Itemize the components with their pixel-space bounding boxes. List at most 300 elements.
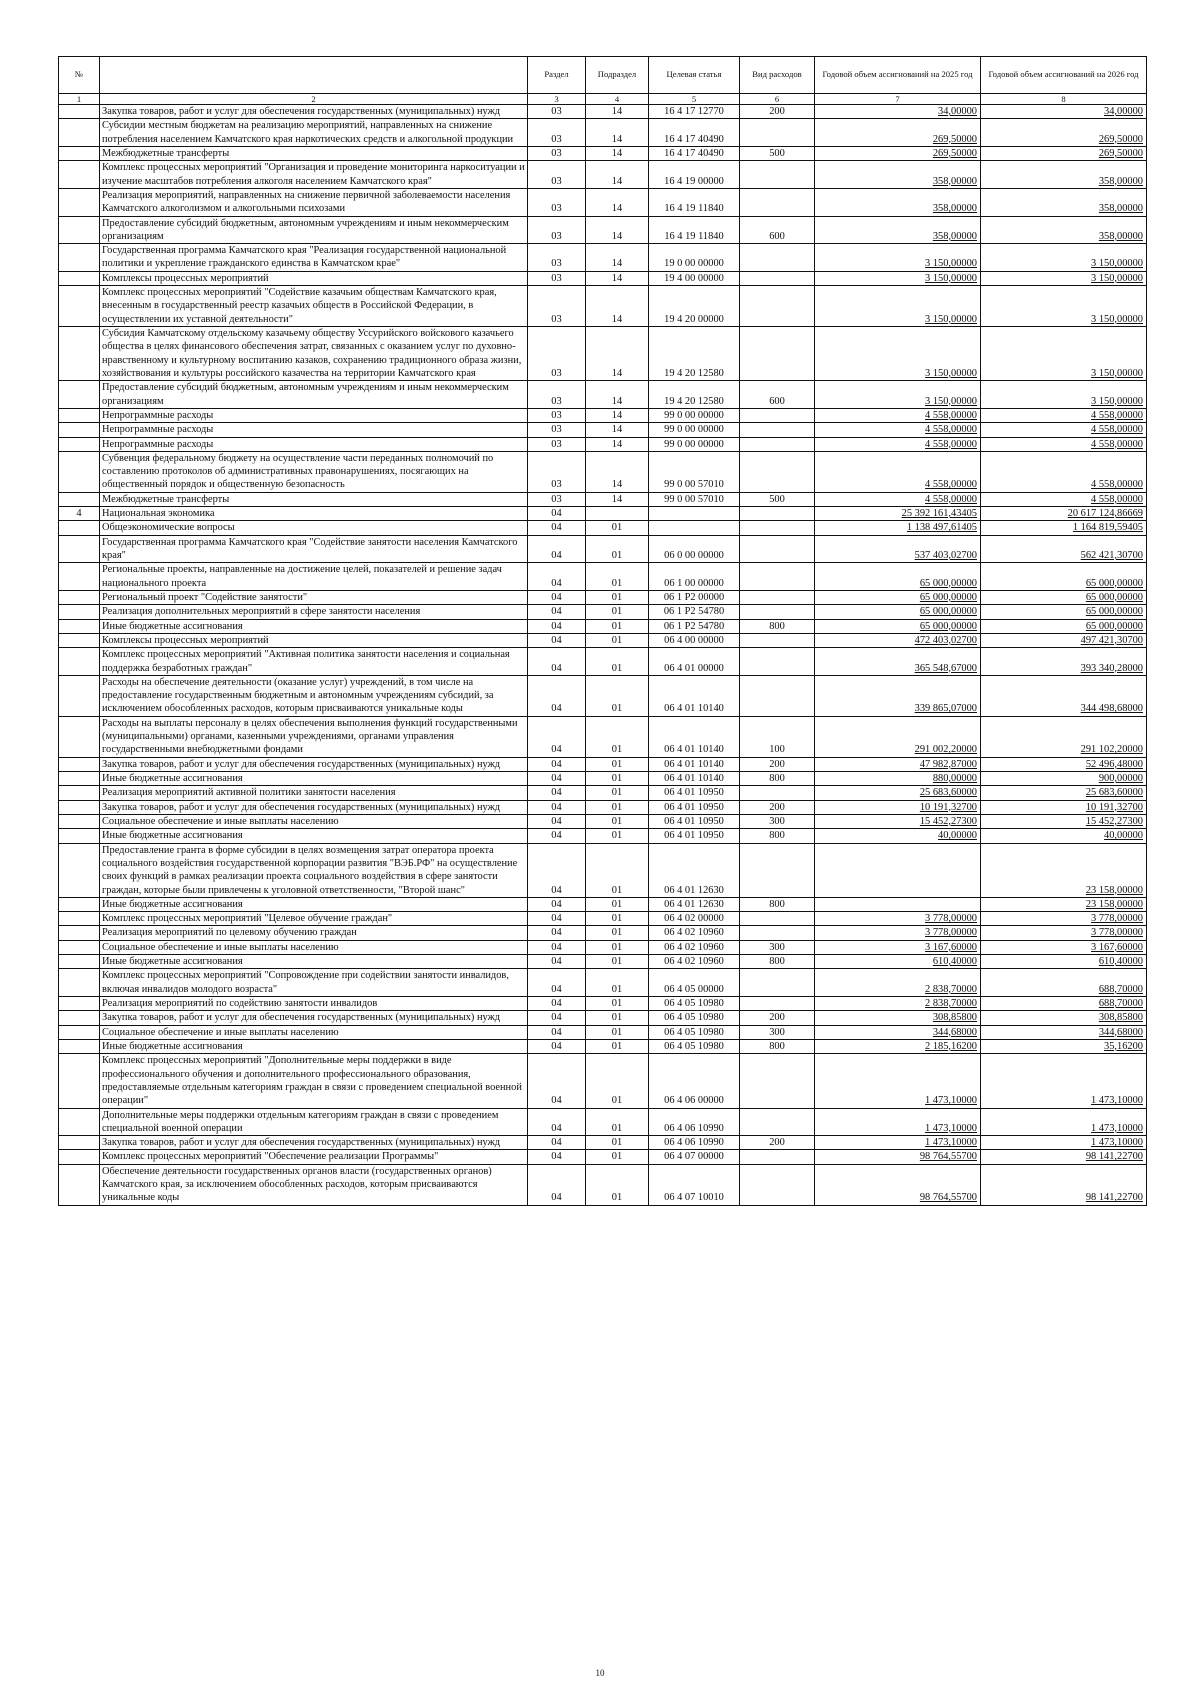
cell-amount-2025: 2 838,70000 <box>815 969 981 997</box>
table-row <box>59 408 1147 422</box>
cell-number <box>59 105 100 119</box>
cell-tselevaya-statya: 06 4 01 12630 <box>649 897 740 911</box>
cell-tselevaya-statya: 06 4 05 10980 <box>649 1011 740 1025</box>
cell-number <box>59 648 100 676</box>
cell-name: Расходы на обеспечение деятельности (оказание услуг) учреждений, в том числе на предоставление государственным бюджетным и автономным учреждениям субсидий, за исключением обособленных расходов, которым присваиваются уникальные коды <box>100 675 528 716</box>
cell-amount-2025: 3 778,00000 <box>815 926 981 940</box>
column-number: 7 <box>815 94 981 105</box>
cell-name: Комплекс процессных мероприятий "Активная политика занятости населения и социальная поддержка безработных граждан" <box>100 648 528 676</box>
cell-amount-2026: 688,70000 <box>981 997 1147 1011</box>
cell-tselevaya-statya: 19 4 20 12580 <box>649 381 740 409</box>
cell-number <box>59 940 100 954</box>
cell-vid-raskhodov <box>740 535 815 563</box>
cell-number <box>59 535 100 563</box>
table-row <box>59 244 1147 272</box>
cell-amount-2026: 20 617 124,86669 <box>981 507 1147 521</box>
cell-amount-2025: 269,50000 <box>815 146 981 160</box>
cell-amount-2025: 358,00000 <box>815 161 981 189</box>
cell-tselevaya-statya: 99 0 00 57010 <box>649 492 740 506</box>
cell-razdel: 04 <box>528 800 586 814</box>
cell-name: Национальная экономика <box>100 507 528 521</box>
cell-name: Комплекс процессных мероприятий "Обеспечение реализации Программы" <box>100 1150 528 1164</box>
cell-name: Социальное обеспечение и иные выплаты населению <box>100 814 528 828</box>
cell-number <box>59 286 100 327</box>
cell-number <box>59 829 100 843</box>
cell-amount-2025: 4 558,00000 <box>815 492 981 506</box>
cell-podrazdel: 01 <box>586 1108 649 1136</box>
cell-number <box>59 492 100 506</box>
cell-amount-2026: 15 452,27300 <box>981 814 1147 828</box>
cell-amount-2026: 358,00000 <box>981 216 1147 244</box>
table-row <box>59 146 1147 160</box>
cell-amount-2025: 537 403,02700 <box>815 535 981 563</box>
table-row <box>59 997 1147 1011</box>
cell-amount-2025: 10 191,32700 <box>815 800 981 814</box>
cell-tselevaya-statya: 19 0 00 00000 <box>649 244 740 272</box>
cell-amount-2026: 358,00000 <box>981 188 1147 216</box>
cell-razdel: 04 <box>528 1039 586 1053</box>
cell-name: Расходы на выплаты персоналу в целях обеспечения выполнения функций государственными (муниципальными) органами, казенными учреждениями, органами управления государственными внебюджетными фондами <box>100 716 528 757</box>
cell-amount-2025: 1 138 497,61405 <box>815 521 981 535</box>
cell-amount-2026: 3 778,00000 <box>981 926 1147 940</box>
cell-amount-2025: 98 764,55700 <box>815 1150 981 1164</box>
table-row <box>59 897 1147 911</box>
cell-tselevaya-statya: 06 4 06 10990 <box>649 1136 740 1150</box>
cell-razdel: 04 <box>528 507 586 521</box>
cell-razdel: 04 <box>528 940 586 954</box>
cell-name: Комплекс процессных мероприятий "Содействие казачьим обществам Камчатского края, внесенным в государственный реестр казачьих обществ в Российской Федерации, в осуществлении их уставной деятельности" <box>100 286 528 327</box>
table-row <box>59 786 1147 800</box>
cell-number <box>59 619 100 633</box>
cell-podrazdel: 14 <box>586 381 649 409</box>
cell-tselevaya-statya: 06 0 00 00000 <box>649 535 740 563</box>
cell-razdel: 04 <box>528 757 586 771</box>
cell-amount-2026: 1 473,10000 <box>981 1136 1147 1150</box>
cell-tselevaya-statya: 06 4 00 00000 <box>649 633 740 647</box>
cell-podrazdel: 01 <box>586 997 649 1011</box>
cell-name: Государственная программа Камчатского края "Содействие занятости населения Камчатского края" <box>100 535 528 563</box>
cell-amount-2025: 65 000,00000 <box>815 605 981 619</box>
cell-amount-2026: 4 558,00000 <box>981 423 1147 437</box>
cell-amount-2026: 1 473,10000 <box>981 1054 1147 1108</box>
cell-number <box>59 1054 100 1108</box>
table-row <box>59 563 1147 591</box>
table-row <box>59 1025 1147 1039</box>
cell-name: Государственная программа Камчатского края "Реализация государственной национальной политики и укрепление гражданского единства в Камчатском крае" <box>100 244 528 272</box>
cell-number <box>59 244 100 272</box>
cell-amount-2026: 497 421,30700 <box>981 633 1147 647</box>
cell-razdel: 04 <box>528 912 586 926</box>
cell-amount-2026: 4 558,00000 <box>981 492 1147 506</box>
cell-razdel: 04 <box>528 1011 586 1025</box>
cell-razdel: 03 <box>528 119 586 147</box>
cell-razdel: 04 <box>528 648 586 676</box>
table-row <box>59 1150 1147 1164</box>
cell-name: Предоставление субсидий бюджетным, автономным учреждениям и иным некоммерческим организациям <box>100 381 528 409</box>
cell-amount-2026: 900,00000 <box>981 772 1147 786</box>
header-amount-2025: Годовой объем ассигнований на 2025 год <box>815 57 981 94</box>
cell-tselevaya-statya: 06 1 00 00000 <box>649 563 740 591</box>
cell-number <box>59 912 100 926</box>
cell-name: Предоставление гранта в форме субсидии в целях возмещения затрат оператора проекта социального воздействия государственной корпорации развития "ВЭБ.РФ" на осуществление своих функций в рамках реализации проекта социального воздействия в сфере занятости граждан, которые были привлечены к уголовной ответственности, "Второй шанс" <box>100 843 528 897</box>
cell-vid-raskhodov: 800 <box>740 955 815 969</box>
cell-vid-raskhodov <box>740 408 815 422</box>
cell-amount-2025: 3 150,00000 <box>815 244 981 272</box>
cell-vid-raskhodov: 800 <box>740 829 815 843</box>
cell-amount-2026: 23 158,00000 <box>981 897 1147 911</box>
cell-number <box>59 451 100 492</box>
cell-vid-raskhodov: 800 <box>740 897 815 911</box>
cell-podrazdel: 14 <box>586 216 649 244</box>
table-row <box>59 648 1147 676</box>
cell-podrazdel: 01 <box>586 800 649 814</box>
cell-amount-2025: 1 473,10000 <box>815 1108 981 1136</box>
table-row <box>59 437 1147 451</box>
cell-amount-2026: 3 150,00000 <box>981 286 1147 327</box>
cell-vid-raskhodov: 200 <box>740 105 815 119</box>
table-row <box>59 814 1147 828</box>
cell-podrazdel: 14 <box>586 119 649 147</box>
cell-name: Закупка товаров, работ и услуг для обеспечения государственных (муниципальных) нужд <box>100 1011 528 1025</box>
cell-tselevaya-statya: 06 1 P2 00000 <box>649 590 740 604</box>
cell-razdel: 04 <box>528 969 586 997</box>
cell-number <box>59 800 100 814</box>
cell-razdel: 04 <box>528 590 586 604</box>
cell-podrazdel: 01 <box>586 1164 649 1205</box>
cell-amount-2025: 3 167,60000 <box>815 940 981 954</box>
table-row <box>59 800 1147 814</box>
cell-vid-raskhodov: 100 <box>740 716 815 757</box>
cell-amount-2025: 65 000,00000 <box>815 590 981 604</box>
cell-tselevaya-statya: 99 0 00 57010 <box>649 451 740 492</box>
cell-vid-raskhodov <box>740 675 815 716</box>
cell-vid-raskhodov <box>740 1108 815 1136</box>
cell-vid-raskhodov: 600 <box>740 216 815 244</box>
cell-tselevaya-statya <box>649 507 740 521</box>
cell-name: Иные бюджетные ассигнования <box>100 955 528 969</box>
cell-number <box>59 381 100 409</box>
cell-number <box>59 327 100 381</box>
cell-tselevaya-statya: 19 4 20 12580 <box>649 327 740 381</box>
cell-amount-2025: 344,68000 <box>815 1025 981 1039</box>
cell-number <box>59 1108 100 1136</box>
table-row <box>59 119 1147 147</box>
cell-podrazdel: 01 <box>586 1011 649 1025</box>
cell-amount-2025: 65 000,00000 <box>815 619 981 633</box>
cell-razdel: 04 <box>528 772 586 786</box>
cell-vid-raskhodov <box>740 521 815 535</box>
cell-vid-raskhodov <box>740 437 815 451</box>
cell-name: Закупка товаров, работ и услуг для обеспечения государственных (муниципальных) нужд <box>100 800 528 814</box>
cell-number <box>59 437 100 451</box>
cell-razdel: 04 <box>528 1054 586 1108</box>
cell-podrazdel: 14 <box>586 188 649 216</box>
cell-amount-2026: 65 000,00000 <box>981 619 1147 633</box>
table-row <box>59 381 1147 409</box>
budget-table <box>58 56 1147 1206</box>
cell-amount-2025: 4 558,00000 <box>815 437 981 451</box>
cell-podrazdel: 14 <box>586 492 649 506</box>
page-number: 10 <box>595 1668 605 1678</box>
cell-number <box>59 1011 100 1025</box>
cell-amount-2026: 25 683,60000 <box>981 786 1147 800</box>
cell-name: Закупка товаров, работ и услуг для обеспечения государственных (муниципальных) нужд <box>100 1136 528 1150</box>
header-name <box>100 57 528 94</box>
cell-amount-2026: 98 141,22700 <box>981 1164 1147 1205</box>
cell-name: Межбюджетные трансферты <box>100 146 528 160</box>
cell-amount-2026: 40,00000 <box>981 829 1147 843</box>
cell-tselevaya-statya: 06 4 05 00000 <box>649 969 740 997</box>
cell-razdel: 04 <box>528 814 586 828</box>
table-row <box>59 492 1147 506</box>
cell-amount-2026: 65 000,00000 <box>981 590 1147 604</box>
cell-amount-2025: 25 392 161,43405 <box>815 507 981 521</box>
cell-vid-raskhodov: 200 <box>740 800 815 814</box>
cell-tselevaya-statya: 06 4 05 10980 <box>649 1039 740 1053</box>
header-razdel: Раздел <box>528 57 586 94</box>
cell-tselevaya-statya: 06 4 01 10140 <box>649 716 740 757</box>
cell-tselevaya-statya: 99 0 00 00000 <box>649 437 740 451</box>
column-number: 3 <box>528 94 586 105</box>
cell-amount-2025: 65 000,00000 <box>815 563 981 591</box>
cell-amount-2026: 393 340,28000 <box>981 648 1147 676</box>
cell-razdel: 04 <box>528 955 586 969</box>
cell-amount-2025: 25 683,60000 <box>815 786 981 800</box>
cell-tselevaya-statya: 16 4 17 40490 <box>649 119 740 147</box>
cell-name: Предоставление субсидий бюджетным, автономным учреждениям и иным некоммерческим организациям <box>100 216 528 244</box>
cell-podrazdel: 01 <box>586 955 649 969</box>
header-amount-2026: Годовой объем ассигнований на 2026 год <box>981 57 1147 94</box>
cell-tselevaya-statya: 06 1 P2 54780 <box>649 605 740 619</box>
cell-razdel: 04 <box>528 1108 586 1136</box>
cell-number <box>59 897 100 911</box>
cell-number <box>59 590 100 604</box>
cell-razdel: 04 <box>528 1136 586 1150</box>
cell-podrazdel: 01 <box>586 1054 649 1108</box>
cell-tselevaya-statya: 06 4 07 00000 <box>649 1150 740 1164</box>
cell-number <box>59 423 100 437</box>
cell-podrazdel: 01 <box>586 605 649 619</box>
cell-amount-2026: 358,00000 <box>981 161 1147 189</box>
cell-amount-2026: 269,50000 <box>981 146 1147 160</box>
cell-amount-2025: 3 778,00000 <box>815 912 981 926</box>
cell-vid-raskhodov <box>740 633 815 647</box>
table-row <box>59 716 1147 757</box>
cell-vid-raskhodov: 500 <box>740 146 815 160</box>
cell-name: Социальное обеспечение и иные выплаты населению <box>100 940 528 954</box>
cell-razdel: 03 <box>528 451 586 492</box>
cell-tselevaya-statya: 99 0 00 00000 <box>649 408 740 422</box>
cell-amount-2025: 3 150,00000 <box>815 286 981 327</box>
cell-name: Субсидии местным бюджетам на реализацию мероприятий, направленных на снижение потребления населением Камчатского края наркотических средств и алкогольной продукции <box>100 119 528 147</box>
cell-podrazdel: 01 <box>586 521 649 535</box>
cell-podrazdel: 01 <box>586 786 649 800</box>
cell-podrazdel: 01 <box>586 940 649 954</box>
cell-razdel: 04 <box>528 605 586 619</box>
cell-amount-2026: 308,85800 <box>981 1011 1147 1025</box>
cell-number <box>59 926 100 940</box>
cell-vid-raskhodov: 500 <box>740 492 815 506</box>
table-row <box>59 188 1147 216</box>
cell-name: Общеэкономические вопросы <box>100 521 528 535</box>
table-row <box>59 1164 1147 1205</box>
cell-name: Иные бюджетные ассигнования <box>100 829 528 843</box>
cell-razdel: 04 <box>528 675 586 716</box>
cell-razdel: 03 <box>528 161 586 189</box>
column-number: 2 <box>100 94 528 105</box>
table-row <box>59 1011 1147 1025</box>
cell-tselevaya-statya: 99 0 00 00000 <box>649 423 740 437</box>
cell-amount-2026: 10 191,32700 <box>981 800 1147 814</box>
cell-vid-raskhodov <box>740 969 815 997</box>
column-number-row <box>59 94 1147 105</box>
cell-name: Иные бюджетные ассигнования <box>100 772 528 786</box>
cell-amount-2026: 3 150,00000 <box>981 327 1147 381</box>
header-tselevaya-statya: Целевая статья <box>649 57 740 94</box>
cell-name: Обеспечение деятельности государственных органов власти (государственных органов) Камчатского края, за исключением обособленных расходов, которым присваиваются уникальные коды <box>100 1164 528 1205</box>
cell-vid-raskhodov <box>740 119 815 147</box>
cell-amount-2026: 1 473,10000 <box>981 1108 1147 1136</box>
column-number: 4 <box>586 94 649 105</box>
cell-name: Реализация мероприятий, направленных на снижение первичной заболеваемости населения Камчатского алкоголизмом и алкогольными психозами <box>100 188 528 216</box>
cell-razdel: 04 <box>528 619 586 633</box>
cell-amount-2025: 4 558,00000 <box>815 423 981 437</box>
table-row <box>59 1108 1147 1136</box>
cell-vid-raskhodov <box>740 286 815 327</box>
cell-name: Комплексы процессных мероприятий <box>100 633 528 647</box>
table-row <box>59 507 1147 521</box>
cell-tselevaya-statya: 06 4 06 10990 <box>649 1108 740 1136</box>
cell-amount-2025: 15 452,27300 <box>815 814 981 828</box>
cell-razdel: 03 <box>528 327 586 381</box>
cell-amount-2025: 1 473,10000 <box>815 1054 981 1108</box>
cell-razdel: 03 <box>528 244 586 272</box>
cell-name: Непрограммные расходы <box>100 408 528 422</box>
table-row <box>59 955 1147 969</box>
cell-vid-raskhodov: 800 <box>740 1039 815 1053</box>
cell-tselevaya-statya: 19 4 20 00000 <box>649 286 740 327</box>
cell-amount-2025: 40,00000 <box>815 829 981 843</box>
cell-vid-raskhodov <box>740 1054 815 1108</box>
cell-number <box>59 633 100 647</box>
cell-podrazdel: 01 <box>586 633 649 647</box>
cell-razdel: 03 <box>528 188 586 216</box>
column-number: 5 <box>649 94 740 105</box>
cell-amount-2026: 4 558,00000 <box>981 451 1147 492</box>
cell-podrazdel: 14 <box>586 408 649 422</box>
cell-razdel: 03 <box>528 492 586 506</box>
cell-tselevaya-statya: 06 4 05 10980 <box>649 997 740 1011</box>
cell-tselevaya-statya: 19 4 00 00000 <box>649 271 740 285</box>
cell-razdel: 04 <box>528 829 586 843</box>
cell-amount-2025: 4 558,00000 <box>815 408 981 422</box>
cell-number <box>59 675 100 716</box>
cell-number <box>59 716 100 757</box>
table-row <box>59 912 1147 926</box>
cell-razdel: 04 <box>528 897 586 911</box>
cell-razdel: 04 <box>528 786 586 800</box>
cell-razdel: 04 <box>528 563 586 591</box>
cell-name: Закупка товаров, работ и услуг для обеспечения государственных (муниципальных) нужд <box>100 105 528 119</box>
cell-amount-2025: 47 982,87000 <box>815 757 981 771</box>
table-row <box>59 940 1147 954</box>
cell-number <box>59 786 100 800</box>
table-row <box>59 286 1147 327</box>
cell-amount-2026: 3 150,00000 <box>981 271 1147 285</box>
cell-tselevaya-statya: 06 4 02 10960 <box>649 926 740 940</box>
table-row <box>59 521 1147 535</box>
cell-podrazdel: 01 <box>586 1150 649 1164</box>
cell-razdel: 04 <box>528 1150 586 1164</box>
cell-vid-raskhodov: 300 <box>740 814 815 828</box>
table-body <box>59 105 1147 1206</box>
table-row <box>59 843 1147 897</box>
cell-name: Дополнительные меры поддержки отдельным категориям граждан в связи с проведением специальной военной операции <box>100 1108 528 1136</box>
cell-amount-2025: 1 473,10000 <box>815 1136 981 1150</box>
cell-tselevaya-statya: 06 4 01 10950 <box>649 800 740 814</box>
cell-amount-2026: 3 167,60000 <box>981 940 1147 954</box>
cell-podrazdel: 01 <box>586 897 649 911</box>
cell-amount-2025: 291 002,20000 <box>815 716 981 757</box>
cell-vid-raskhodov: 200 <box>740 1011 815 1025</box>
cell-amount-2026: 52 496,48000 <box>981 757 1147 771</box>
cell-number <box>59 814 100 828</box>
cell-number <box>59 1150 100 1164</box>
cell-vid-raskhodov <box>740 605 815 619</box>
cell-number <box>59 1039 100 1053</box>
cell-podrazdel: 01 <box>586 772 649 786</box>
cell-amount-2026: 4 558,00000 <box>981 408 1147 422</box>
cell-number <box>59 216 100 244</box>
cell-name: Межбюджетные трансферты <box>100 492 528 506</box>
cell-podrazdel: 01 <box>586 1025 649 1039</box>
cell-amount-2025: 610,40000 <box>815 955 981 969</box>
table-row <box>59 216 1147 244</box>
cell-number <box>59 757 100 771</box>
table-row <box>59 1039 1147 1053</box>
table-row <box>59 926 1147 940</box>
cell-vid-raskhodov: 300 <box>740 1025 815 1039</box>
cell-tselevaya-statya: 06 4 05 10980 <box>649 1025 740 1039</box>
cell-podrazdel: 01 <box>586 829 649 843</box>
cell-vid-raskhodov <box>740 188 815 216</box>
cell-vid-raskhodov: 300 <box>740 940 815 954</box>
cell-amount-2025: 3 150,00000 <box>815 381 981 409</box>
table-row <box>59 757 1147 771</box>
cell-amount-2026: 3 150,00000 <box>981 244 1147 272</box>
cell-tselevaya-statya: 16 4 19 11840 <box>649 188 740 216</box>
cell-name: Региональные проекты, направленные на достижение целей, показателей и решение задач национального проекта <box>100 563 528 591</box>
cell-razdel: 04 <box>528 997 586 1011</box>
cell-vid-raskhodov <box>740 912 815 926</box>
cell-razdel: 04 <box>528 521 586 535</box>
cell-amount-2025: 2 185,16200 <box>815 1039 981 1053</box>
cell-vid-raskhodov <box>740 997 815 1011</box>
cell-amount-2026: 610,40000 <box>981 955 1147 969</box>
cell-amount-2026: 3 778,00000 <box>981 912 1147 926</box>
cell-amount-2026: 688,70000 <box>981 969 1147 997</box>
cell-podrazdel: 01 <box>586 1136 649 1150</box>
table-row <box>59 605 1147 619</box>
cell-vid-raskhodov <box>740 590 815 604</box>
cell-podrazdel: 01 <box>586 535 649 563</box>
cell-vid-raskhodov <box>740 161 815 189</box>
cell-podrazdel: 14 <box>586 437 649 451</box>
table-row <box>59 535 1147 563</box>
column-number: 8 <box>981 94 1147 105</box>
cell-tselevaya-statya: 06 4 07 10010 <box>649 1164 740 1205</box>
cell-name: Социальное обеспечение и иные выплаты населению <box>100 1025 528 1039</box>
